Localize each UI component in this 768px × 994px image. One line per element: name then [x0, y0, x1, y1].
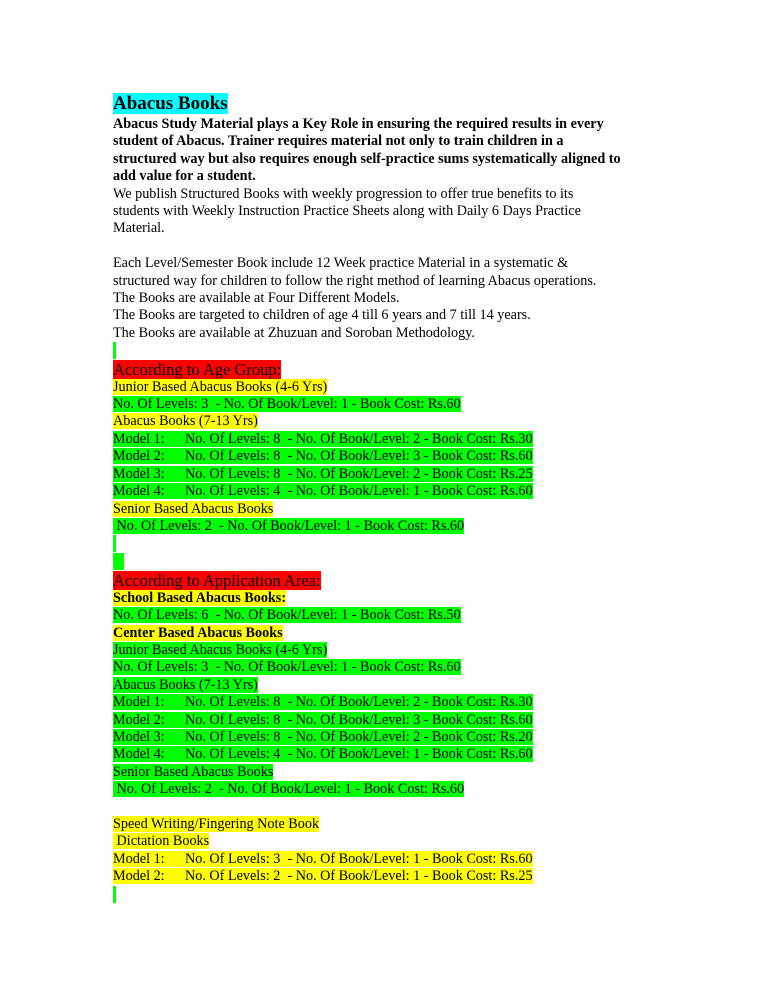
document-title: Abacus Books	[113, 93, 228, 114]
text-line: students with Weekly Instruction Practice Sheets along with Daily 6 Days Practice	[113, 203, 581, 220]
model-label: Model 1:	[113, 430, 165, 447]
subheading-junior: Junior Based Abacus Books (4-6 Yrs)	[113, 641, 328, 658]
data-line: No. Of Levels: 3 - No. Of Book/Level: 1 - Book Cost: Rs.60	[113, 659, 461, 676]
highlight-marker	[113, 535, 673, 552]
model-text: No. Of Levels: 8 - No. Of Book/Level: 3 - Book Cost: Rs.60	[185, 448, 533, 465]
model-label: Model 1:	[113, 850, 165, 867]
text-line: Each Level/Semester Book include 12 Week practice Material in a systematic &	[113, 255, 569, 272]
model-row	[113, 712, 673, 729]
model-text: No. Of Levels: 3 - No. Of Book/Level: 1 - Book Cost: Rs.60	[185, 850, 533, 867]
model-label: Model 2:	[113, 448, 165, 465]
text-line: add value for a student.	[113, 168, 256, 185]
text-line: structured way for children to follow the right method of learning Abacus operations.	[113, 272, 597, 289]
model-label: Model 3:	[113, 728, 165, 745]
text-line: The Books are available at Four Different Models.	[113, 290, 400, 307]
model-row	[113, 466, 673, 483]
section-heading-age-group: According to Age Group:	[113, 359, 282, 379]
data-line: No. Of Levels: 2 - No. Of Book/Level: 1 - Book Cost: Rs.60	[113, 517, 465, 534]
text-line: student of Abacus. Trainer requires material not only to train children in a	[113, 133, 564, 150]
model-label: Model 4:	[113, 746, 165, 763]
highlight-marker	[113, 342, 673, 359]
subheading-senior: Senior Based Abacus Books	[113, 763, 274, 780]
model-row	[113, 694, 673, 711]
model-label: Model 2:	[113, 711, 165, 728]
model-label: Model 1:	[113, 694, 165, 711]
text-line: Material.	[113, 220, 165, 237]
model-row	[113, 851, 673, 868]
model-text: No. Of Levels: 8 - No. Of Book/Level: 2 - Book Cost: Rs.30	[185, 694, 533, 711]
intro-paragraph-2	[113, 255, 673, 342]
text-line: Abacus Study Material plays a Key Role in ensuring the required results in every	[113, 116, 604, 132]
model-text: No. Of Levels: 4 - No. Of Book/Level: 1 - Book Cost: Rs.60	[185, 483, 533, 500]
model-label: Model 3:	[113, 465, 165, 482]
document-body	[113, 92, 673, 903]
text-line: structured way but also requires enough self-practice sums systematically aligned to	[113, 150, 621, 167]
intro-bold-paragraph	[113, 116, 673, 186]
model-row	[113, 431, 673, 448]
model-row	[113, 448, 673, 465]
intro-paragraph-1	[113, 186, 673, 238]
subheading-senior: Senior Based Abacus Books	[113, 500, 274, 517]
model-row	[113, 483, 673, 500]
data-line: No. Of Levels: 3 - No. Of Book/Level: 1 - Book Cost: Rs.60	[113, 396, 461, 413]
model-text: No. Of Levels: 2 - No. Of Book/Level: 1 - Book Cost: Rs.25	[185, 868, 533, 885]
model-text: No. Of Levels: 8 - No. Of Book/Level: 3 - Book Cost: Rs.60	[185, 711, 533, 728]
data-line: No. Of Levels: 2 - No. Of Book/Level: 1 - Book Cost: Rs.60	[113, 781, 465, 798]
data-line: No. Of Levels: 6 - No. Of Book/Level: 1 - Book Cost: Rs.50	[113, 607, 461, 624]
blank-line	[113, 799, 673, 816]
text-line: The Books are targeted to children of age 4 till 6 years and 7 till 14 years.	[113, 307, 531, 324]
highlight-marker	[113, 886, 673, 903]
section-heading-application-area: According to Application Area:	[113, 570, 321, 590]
subheading-abacus: Abacus Books (7-13 Yrs)	[113, 413, 258, 430]
model-label: Model 2:	[113, 868, 165, 885]
subheading-center: Center Based Abacus Books	[113, 624, 283, 641]
model-text: No. Of Levels: 4 - No. Of Book/Level: 1 - Book Cost: Rs.60	[185, 746, 533, 763]
subheading-speed-writing: Speed Writing/Fingering Note Book	[113, 815, 320, 832]
model-text: No. Of Levels: 8 - No. Of Book/Level: 2 - Book Cost: Rs.20	[185, 728, 533, 745]
subheading-junior: Junior Based Abacus Books (4-6 Yrs)	[113, 378, 328, 395]
model-text: No. Of Levels: 8 - No. Of Book/Level: 2 - Book Cost: Rs.25	[185, 465, 533, 482]
text-line: The Books are available at Zhuzuan and Soroban Methodology.	[113, 324, 475, 341]
highlight-marker	[113, 553, 673, 571]
model-label: Model 4:	[113, 483, 165, 500]
model-row	[113, 746, 673, 763]
text-line: We publish Structured Books with weekly progression to offer true benefits to its	[113, 185, 574, 202]
subheading-abacus: Abacus Books (7-13 Yrs)	[113, 676, 258, 693]
model-text: No. Of Levels: 8 - No. Of Book/Level: 2 - Book Cost: Rs.30	[185, 430, 533, 447]
subheading-school: School Based Abacus Books:	[113, 589, 287, 606]
model-row	[113, 729, 673, 746]
subheading-dictation: Dictation Books	[113, 833, 210, 850]
model-row	[113, 868, 673, 885]
blank-line	[113, 238, 673, 255]
